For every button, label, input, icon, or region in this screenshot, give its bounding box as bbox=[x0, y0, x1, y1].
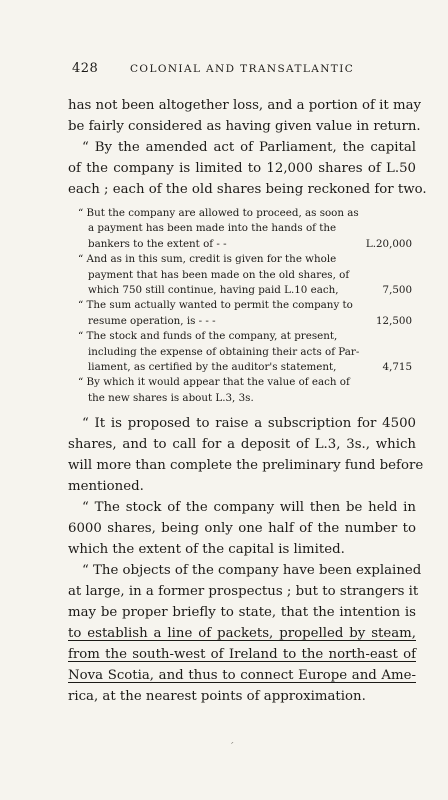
statement-amount: 7,500 bbox=[382, 284, 412, 297]
statement-text: “ By which it would appear that the value of each of bbox=[78, 376, 350, 389]
statement-row bbox=[78, 268, 412, 283]
statement-text: bankers to the extent of - - bbox=[88, 237, 227, 250]
paragraph-block-1 bbox=[68, 95, 427, 200]
text-line: shares, and to call for a deposit of L.3, 3s., which bbox=[68, 437, 416, 452]
text-line: 6000 shares, being only one half of the number to bbox=[68, 521, 416, 536]
running-head: COLONIAL AND TRANSATLANTIC bbox=[130, 63, 355, 75]
statement-row bbox=[78, 298, 412, 313]
underlined-text-line: Nova Scotia, and thus to connect Europe and Ame- bbox=[68, 668, 416, 683]
statement-text: including the expense of obtaining their acts of Par- bbox=[88, 345, 360, 358]
statement-row bbox=[78, 360, 412, 375]
text-line: “ It is proposed to raise a subscription for 4500 bbox=[82, 416, 416, 431]
text-line: may be proper briefly to state, that the intention is bbox=[68, 605, 416, 620]
paragraph-block-2 bbox=[68, 413, 424, 707]
statement-text: payment that has been made on the old shares, of bbox=[88, 268, 350, 281]
text-line: of the company is limited to 12,000 shares of L.50 bbox=[68, 161, 416, 176]
statement-text: a payment has been made into the hands of the bbox=[88, 222, 337, 235]
statement-text: which 750 still continue, having paid L.10 each, bbox=[88, 284, 339, 297]
statement-row bbox=[78, 221, 412, 236]
statement-text: “ But the company are allowed to proceed, as soon as bbox=[78, 207, 359, 219]
statement-row bbox=[78, 329, 412, 344]
statement-text: resume operation, is - - - bbox=[88, 314, 216, 327]
page-number: 428 bbox=[72, 61, 99, 76]
statement-text: “ And as in this sum, credit is given for the whole bbox=[78, 253, 337, 266]
statement-row bbox=[78, 345, 412, 360]
statement-amount: L.20,000 bbox=[365, 237, 412, 250]
text-line: at large, in a former prospectus ; but to strangers it bbox=[68, 584, 419, 599]
financial-statement bbox=[78, 206, 412, 406]
statement-row bbox=[78, 237, 412, 252]
statement-row bbox=[78, 314, 412, 329]
text-line: “ By the amended act of Parliament, the capital bbox=[82, 140, 416, 155]
statement-text: “ The sum actually wanted to permit the company to bbox=[78, 299, 353, 312]
text-line: “ The stock of the company will then be held in bbox=[82, 500, 416, 515]
underlined-text-line: to establish a line of packets, propelled by steam, bbox=[68, 626, 416, 641]
underlined-text-line: from the south-west of Ireland to the north-east of bbox=[68, 647, 416, 662]
pencil-mark: ′ bbox=[231, 740, 234, 753]
text-line: has not been altogether loss, and a portion of it may bbox=[68, 98, 422, 113]
statement-text: liament, as certified by the auditor's statement, bbox=[88, 361, 337, 374]
text-line: rica, at the nearest points of approximation. bbox=[68, 689, 366, 704]
text-line: “ The objects of the company have been explained bbox=[82, 563, 422, 578]
text-line: each ; each of the old shares being reckoned for two. bbox=[68, 182, 427, 197]
statement-amount: 4,715 bbox=[382, 361, 412, 374]
statement-row bbox=[78, 375, 412, 390]
statement-row bbox=[78, 206, 412, 221]
text-line: mentioned. bbox=[68, 479, 144, 494]
statement-text: “ The stock and funds of the company, at present, bbox=[78, 330, 338, 343]
page-header bbox=[72, 61, 414, 77]
statement-row bbox=[78, 283, 412, 298]
statement-row bbox=[78, 252, 412, 267]
statement-row bbox=[78, 391, 412, 406]
statement-amount: 12,500 bbox=[375, 314, 412, 327]
statement-text: the new shares is about L.3, 3s. bbox=[88, 391, 254, 404]
text-line: which the extent of the capital is limited. bbox=[68, 542, 345, 557]
text-line: be fairly considered as having given value in return. bbox=[68, 119, 421, 134]
text-line: will more than complete the preliminary fund before bbox=[68, 458, 424, 473]
